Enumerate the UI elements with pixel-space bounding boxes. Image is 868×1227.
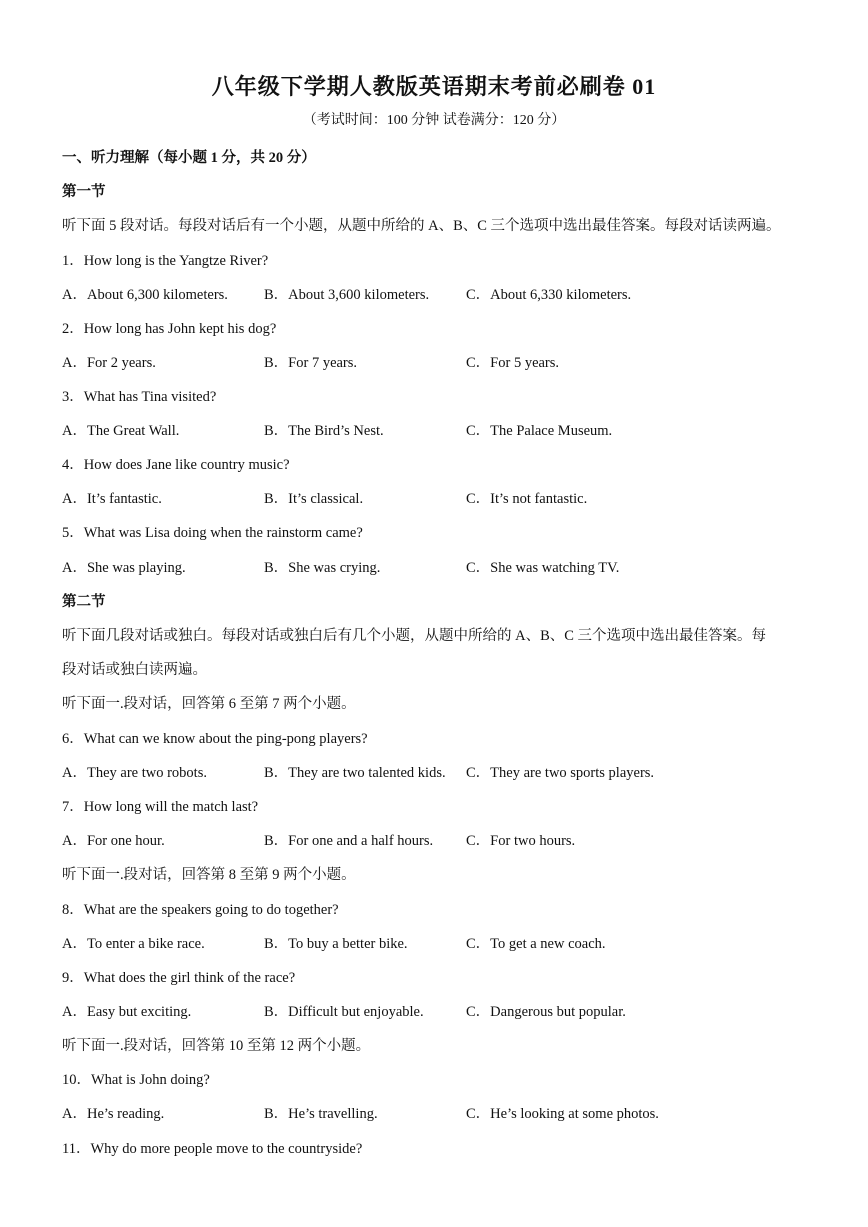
question-6: 6．What can we know about the ping-pong players? <box>62 731 368 747</box>
question-8: 8．What are the speakers going to do together? <box>62 902 339 918</box>
question-10: 10．What is John doing? <box>62 1072 210 1088</box>
option-b: B．She was crying. <box>264 560 381 576</box>
option-a: A．For one hour. <box>62 833 165 849</box>
question-3: 3．What has Tina visited? <box>62 389 217 405</box>
option-c: C．For 5 years. <box>466 355 560 371</box>
part2-heading: 第二节 <box>62 594 106 610</box>
option-b: B．It’s classical. <box>264 491 364 507</box>
option-b: B．They are two talented kids. <box>264 765 446 781</box>
option-b: B．Difficult but enjoyable. <box>264 1004 424 1020</box>
option-a: A．She was playing. <box>62 560 186 576</box>
question-2: 2．How long has John kept his dog? <box>62 321 277 337</box>
dialogue-note: 听下面一.段对话，回答第 6 至第 7 两个小题。 <box>62 696 356 712</box>
question-11: 11．Why do more people move to the countryside? <box>62 1141 363 1157</box>
option-c: C．For two hours. <box>466 833 576 849</box>
option-c: C．It’s not fantastic. <box>466 491 588 507</box>
part1-instruction: 听下面 5 段对话。每段对话后有一个小题，从题中所给的 A、B、C 三个选项中选出最佳答案。每段对话读两遍。 <box>62 218 781 234</box>
option-a: A．About 6,300 kilometers. <box>62 287 228 303</box>
question-1: 1．How long is the Yangtze River? <box>62 253 269 269</box>
option-b: B．To buy a better bike. <box>264 936 408 952</box>
part2-instruction-line1: 听下面几段对话或独白。每段对话或独白后有几个小题，从题中所给的 A、B、C 三个选项中选出最佳答案。每 <box>62 628 767 644</box>
option-b: B．For one and a half hours. <box>264 833 434 849</box>
option-c: C．The Palace Museum. <box>466 423 613 439</box>
question-4: 4．How does Jane like country music? <box>62 457 290 473</box>
page-title: 八年级下学期人教版英语期末考前必刷卷 01 <box>211 74 657 99</box>
option-c: C．He’s looking at some photos. <box>466 1106 659 1122</box>
option-a: A．Easy but exciting. <box>62 1004 192 1020</box>
exam-info: （考试时间：100 分钟 试卷满分：120 分） <box>302 113 566 128</box>
option-a: A．For 2 years. <box>62 355 156 371</box>
option-b: B．For 7 years. <box>264 355 358 371</box>
option-a: A．They are two robots. <box>62 765 207 781</box>
part1-heading: 第一节 <box>62 184 106 200</box>
dialogue-note: 听下面一.段对话，回答第 10 至第 12 两个小题。 <box>62 1038 371 1054</box>
section-heading: 一、听力理解（每小题 1 分，共 20 分） <box>62 150 316 166</box>
option-a: A．It’s fantastic. <box>62 491 162 507</box>
question-7: 7．How long will the match last? <box>62 799 259 815</box>
option-c: C．To get a new coach. <box>466 936 606 952</box>
option-a: A．He’s reading. <box>62 1106 165 1122</box>
option-b: B．About 3,600 kilometers. <box>264 287 430 303</box>
part2-instruction-line2: 段对话或独白读两遍。 <box>62 662 207 678</box>
option-c: C．Dangerous but popular. <box>466 1004 626 1020</box>
option-c: C．They are two sports players. <box>466 765 655 781</box>
option-a: A．To enter a bike race. <box>62 936 205 952</box>
dialogue-note: 听下面一.段对话，回答第 8 至第 9 两个小题。 <box>62 867 356 883</box>
option-c: C．She was watching TV. <box>466 560 620 576</box>
option-b: B．He’s travelling. <box>264 1106 378 1122</box>
option-a: A．The Great Wall. <box>62 423 180 439</box>
question-5: 5．What was Lisa doing when the rainstorm came? <box>62 525 363 541</box>
option-c: C．About 6,330 kilometers. <box>466 287 632 303</box>
question-9: 9．What does the girl think of the race? <box>62 970 296 986</box>
option-b: B．The Bird’s Nest. <box>264 423 384 439</box>
